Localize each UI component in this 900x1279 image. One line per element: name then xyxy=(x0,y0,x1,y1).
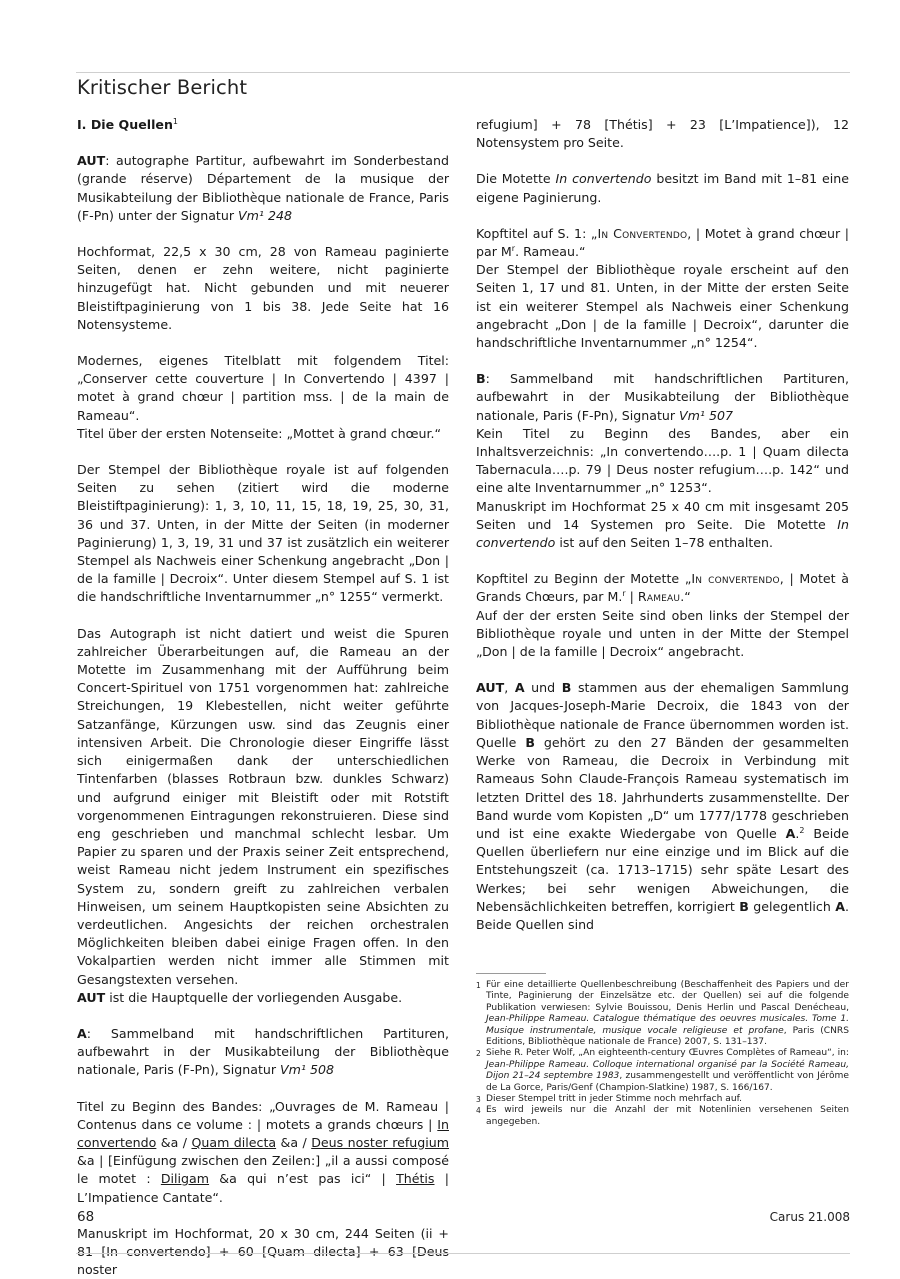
paragraph: Titel über der ersten Notenseite: „Mottet à grand chœur.“ xyxy=(77,425,442,441)
footnote: 1 Für eine detaillierte Quellenbeschreibung (Beschaffenheit des Papiers und der Tinte, Paginierung der Einzelsätze etc. der Quellen) sei auf die folgende Publikation verwiesen: Sylvie Bouissou, Denis Herlin und Pascal Denécheau, Jean-Philippe Rameau. Catalogue thématique des oeuvres musicales. Tome 1. Musique instrumentale, musique vocale religieuse et profane, Paris (CNRS Editions, Bibliothèque nationale de France) 2007, S. 131–137. xyxy=(476,980,849,1048)
paragraph: Modernes, eigenes Titelblatt mit folgendem Titel: „Conserver cette couverture | In Convertendo | 4397 | motet à grand chœur | partition mss. | de la main de Rameau“. xyxy=(77,353,449,423)
paragraph: Titel zu Beginn des Bandes: „Ouvrages de M. Rameau | Contenus dans ce volume : | motets a grands chœurs | In convertendo &a / Quam dilecta &a / Deus noster refugium &a | [Einfügung zwischen den Zeilen:] „il a aussi composé le motet : Diligam &a qui n’est pas ici“ | Thétis | L’Impatience Cantate“. xyxy=(77,1098,450,1205)
paragraph: refugium] + 78 [Thétis] + 23 [L’Impatience]), 12 Notensystem pro Seite. xyxy=(476,117,849,151)
page-number: 68 xyxy=(77,1209,95,1225)
catalog-number: Carus 21.008 xyxy=(769,1210,850,1224)
right-column xyxy=(476,116,849,934)
section-heading: I. Die Quellen$^1$ xyxy=(77,116,178,132)
paragraph: AUT, A und B stammen aus der ehemaligen Sammlung von Jacques-Joseph-Marie Decroix, die 1843 von der Bibliothèque nationale de France übernommen worden ist. Quelle B gehört zu den 27 Bänden der gesammelten Werke von Rameau, die Decroix in Verbindung mit Rameaus Sohn Claude-François Rameau systematisch im letzten Drittel des 18. Jahrhunderts zusammenstellte. Der Band wurde vom Kopisten „D“ um 1777/1778 geschrieben und ist eine exakte Wiedergabe von Quelle A.$^2$ Beide Quellen überliefern nur eine einzige und im Blick auf die Entstehungszeit (ca. 1713–1715) sehr späte Lesart des Werkes; bei sehr wenigen Abweichungen, die Nebensächlichkeiten betreffen, korrigiert B gelegentlich A. Beide Quellen sind xyxy=(476,680,849,932)
header-rule xyxy=(76,72,850,73)
paragraph: Hochformat, 22,5 x 30 cm, 28 von Rameau paginierte Seiten, denen er zehn weitere, nicht paginierte hinzugefügt hat. Nicht gebunden und mit neuerer Bleistiftpaginierung von 1 bis 38. Jede Seite hat 16 Notensysteme. xyxy=(77,244,449,332)
footnote-ref: 2 xyxy=(799,825,805,835)
paragraph: Das Autograph ist nicht datiert und weist die Spuren zahlreicher Überarbeitungen auf, die Rameau an der Motette im Zusammenhang mit der Aufführung beim Concert-Spirituel von 1751 vorgenommen hat: zahlreiche Streichungen, 19 Klebestellen, nicht weiter geführte Satzanfänge, Kürzungen usw. sind das Zeugnis einer intensiven Arbeit. Die Chronologie dieser Eingriffe lässt sich einigermaßen dank der unterschiedlichen Tintenfarben (blasses Rotbraun bzw. dunkles Schwarz) und aufgrund einiger mit Bleistift oder mit Rotstift vorgenommenen Eintragungen rekonstruieren. Diese sind eng geschrieben und manchmal schlecht lesbar. Um Papier zu sparen und der Praxis seiner Zeit entsprechend, weist Rameau nicht jedem Instrument ein spezifisches System zu, sondern greift zu zahlreichen verbalen Hinweisen, um seinem Hauptkopisten seine Absichten zu verdeutlichen. Angesichts der reichen orchestralen Möglichkeiten bleiben dabei einige Fragen offen. In den Vokalpartien werden nicht immer alle Stimmen mit Gesangstexten versehen. AUT ist die Hauptquelle der vorliegenden Ausgabe. xyxy=(77,625,449,1005)
footer-rule xyxy=(76,1253,850,1254)
left-column xyxy=(77,116,449,1279)
paragraph: AUT: autographe Partitur, aufbewahrt im Sonderbestand (grande réserve) Département de la musique der Musikabteilung der Bibliothèque nationale de France, Paris (F-Pn) unter der Signatur Vm¹ 248 xyxy=(77,153,449,223)
paragraph: A: Sammelband mit handschriftlichen Partituren, aufbewahrt in der Musikabteilung der Bibliothèque nationale, Paris (F-Pn), Signatur Vm¹ 508 xyxy=(77,1025,449,1078)
paragraph: Kopftitel zu Beginn der Motette „In convertendo, | Motet à Grands Chœurs, par M.$^r$ | Rameau.“ Auf der der ersten Seite sind oben links der Stempel der Bibliothèque royale und unten in der Mitte der Stempel „Don | de la famille | Decroix“ angebracht. xyxy=(476,571,849,660)
paragraph: Der Stempel der Bibliothèque royale ist auf folgenden Seiten zu sehen (zitiert wird die moderne Bleistiftpaginierung): 1, 3, 10, 11, 15, 18, 19, 25, 30, 31, 36 und 37. Unten, in der Mitte der Seiten (in moderner Paginierung) 1, 3, 19, 31 und 37 ist zusätzlich ein weiterer Stempel als Nachweis einer Schenkung angebracht „Don | de la famille | Decroix“. Unter diesem Stempel auf S. 1 ist die handschriftliche Inventarnummer „n° 1255“ vermerkt. xyxy=(77,462,449,605)
paragraph: Die Motette In convertendo besitzt im Band mit 1–81 eine eigene Paginierung. xyxy=(476,171,849,205)
paragraph: B: Sammelband mit handschriftlichen Partituren, aufbewahrt in der Musikabteilung der Bibliothèque nationale, Paris (F-Pn), Signatur Vm¹ 507 Kein Titel zu Beginn des Bandes, aber ein Inhaltsverzeichnis: „In convertendo….p. 1 | Quam dilecta Tabernacula….p. 79 | Deus noster refugium….p. 142“ und eine alte Inventarnummer „n° 1253“. Manuskript im Hochformat 25 x 40 cm mit insgesamt 205 Seiten und 14 Systemen pro Seite. Die Motette In convertendo ist auf den Seiten 1–78 enthalten. xyxy=(476,371,849,551)
footnotes xyxy=(476,980,849,1128)
footnote-separator xyxy=(476,973,546,974)
footnote: 2 Siehe R. Peter Wolf, „An eighteenth-century Œuvres Complètes of Rameau“, in: Jean-Philippe Rameau. Colloque international organisé par la Société Rameau, Dijon 21–24 septembre 1983, zusammengestellt und veröffentlicht von Jérôme de La Gorce, Paris/Genf (Champion-Slatkine) 1987, S. 166/167. xyxy=(476,1048,849,1093)
footnote-ref: 1 xyxy=(172,116,178,126)
footnote: 3 Dieser Stempel tritt in jeder Stimme noch mehrfach auf. xyxy=(476,1094,743,1105)
paragraph: Kopftitel auf S. 1: „In Convertendo, | Motet à grand chœur | par $M^r$. Rameau.“ Der Stempel der Bibliothèque royale erscheint auf den Seiten 1, 17 und 81. Unten, in der Mitte der ersten Seite ist ein weiterer Stempel als Nachweis einer Schenkung angebracht „Don | de la famille | Decroix“, darunter die handschriftliche Inventarnummer „n° 1254“. xyxy=(476,225,850,351)
page-title: Kritischer Bericht xyxy=(77,76,248,99)
footnote: 4 Es wird jeweils nur die Anzahl der mit Notenlinien versehenen Seiten angegeben. xyxy=(476,1105,849,1127)
paragraph: Manuskript im Hochformat, 20 x 30 cm, 244 Seiten (ii + 81 [In convertendo] + 60 [Quam dilecta] + 63 [Deus noster xyxy=(77,1225,449,1278)
